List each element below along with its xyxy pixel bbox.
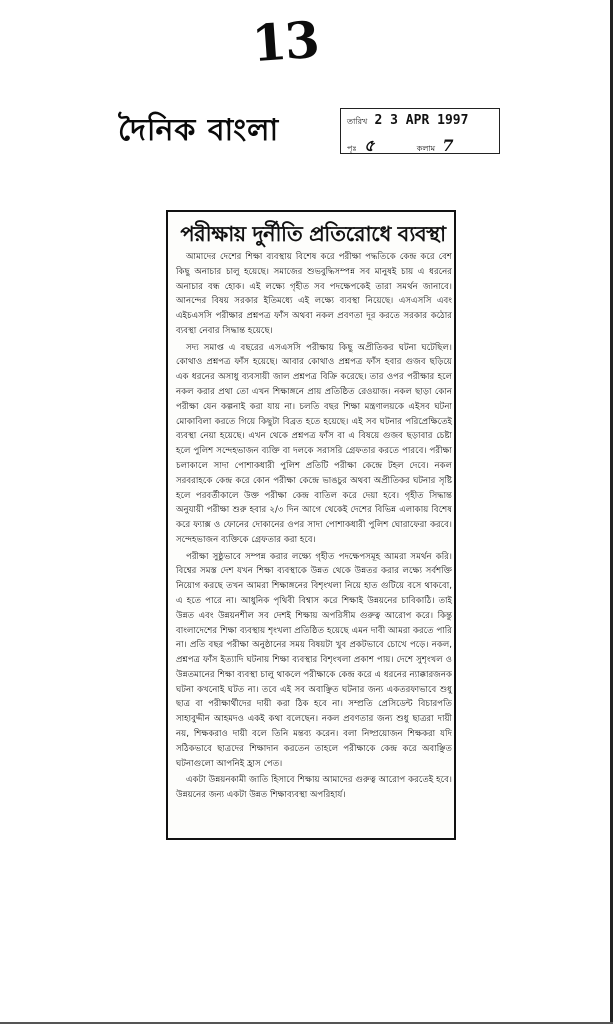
stamp-date-value: 2 3 APR 1997 xyxy=(374,113,469,128)
stamp-date-label: তারিখ xyxy=(347,117,368,126)
stamp-column-value: 7 xyxy=(442,136,454,155)
stamp-date-row xyxy=(347,113,468,129)
article-paragraph: একটা উন্নয়নকামী জাতি হিসাবে শিক্ষায় আমাদের গুরুত্ব আরোপ করতেই হবে। উন্নয়নের জন্য একটা উন্নত শিক্ষাব্যবস্থা অপরিহার্য। xyxy=(176,775,452,801)
stamp-page-value: ৫ xyxy=(363,136,375,155)
handwritten-page-number: 13 xyxy=(250,9,320,74)
article-headline: পরীক্ষায় দুর্নীতি প্রতিরোধে ব্যবস্থা xyxy=(180,221,446,246)
article-paragraph: আমাদের দেশের শিক্ষা ব্যবস্থায় বিশেষ করে পরীক্ষা পদ্ধতিকে কেন্দ্র করে বেশ কিছু অনাচার চালু হয়েছে। সমাজের শুভবুদ্ধিসম্পন্ন সব মানুষই চায় এ ধরনের অনাচার বন্ধ হোক। এই লক্ষ্যে গৃহীত সব পদক্ষেপকেই তারা সমর্থন জানাবে। আনন্দের বিষয় সরকার ইতিমধ্যে এই লক্ষ্যে ব্যবস্থা নিয়েছে। এসএসসি এবং এইচএসসি পরীক্ষার প্রশ্নপত্র ফাঁস অথবা নকল প্রবণতা দূর করতে সরকার কঠোর ব্যবস্থা নেবার সিদ্ধান্ত হয়েছে। xyxy=(176,252,452,336)
stamp-page-label: পৃঃ xyxy=(347,144,357,153)
article-paragraph: পরীক্ষা সুষ্ঠুভাবে সম্পন্ন করার লক্ষ্যে গৃহীত পদক্ষেপসমূহ আমরা সমর্থন করি। বিশ্বের সমস্ত দেশ যখন শিক্ষা ব্যবস্থাকে উন্নত থেকে উন্নতর করার লক্ষ্যে সর্বশক্তি নিয়োগ করছে তখন আমরা শিক্ষাঙ্গনের বিশৃংখলা নিয়ে হাত গুটিয়ে বসে থাকবো, এ হতে পারে না। আধুনিক পৃথিবী বিশ্বাস করে শিক্ষাই উন্নয়নের চাবিকাঠি। তাই উন্নত এবং উন্নয়নশীল সব দেশই শিক্ষায় অপরিসীম গুরুত্ব আরোপ করে। কিন্তু বাংলাদেশের শিক্ষা ব্যবস্থায় শৃংখলা প্রতিষ্ঠিত হয়েছে এমন দাবী আমরা করতে পারি না। প্রতি বছর পরীক্ষা অনুষ্ঠানের সময় বিষয়টা খুব প্রকটভাবে চোখে পড়ে। নকল, প্রশ্নপত্র ফাঁস ইত্যাদি ঘটনায় শিক্ষা ব্যবস্থার বিশৃংখলা প্রকাশ পায়। দেশে সুশৃংখল ও উন্নতমানের শিক্ষা ব্যবস্থা চালু থাকলে পরীক্ষাকে কেন্দ্র করে এ ধরনের ন্যাক্কারজনক ঘটনা কখনোই ঘটত না। তবে এই সব অবাঞ্ছিত ঘটনার জন্য একতরফাভাবে শুধু ছাত্র বা পরীক্ষার্থীদের দায়ী করা ঠিক হবে না। সম্প্রতি প্রেসিডেন্ট বিচারপতি সাহাবুদ্দীন আহমদও একই কথা বলেছেন। নকল প্রবণতার জন্য শুধু ছাত্ররা দায়ী নয়, শিক্ষকরাও দায়ী বলে তিনি মন্তব্য করেন। বলা নিষ্প্রয়োজন শিক্ষকরা যদি সঠিকভাবে ছাত্রদের শিক্ষাদান করতেন তাহলে পরীক্ষাকে কেন্দ্র করে অবাঞ্ছিত ঘটনাগুলো আপনিই হ্রাস পেত। xyxy=(176,551,452,769)
newspaper-clipping xyxy=(166,210,456,840)
date-stamp xyxy=(340,108,500,154)
stamp-column-label: কলাম xyxy=(416,144,436,153)
article-body xyxy=(176,250,452,805)
article-paragraph: সদ্য সমাপ্ত এ বছরের এসএসসি পরীক্ষায় কিছু অপ্রীতিকর ঘটনা ঘটেছিল। কোথাও প্রশ্নপত্র ফাঁস হয়েছে। আবার কোথাও প্রশ্নপত্র ফাঁস হবার গুজব ছড়িয়ে এক ধরনের অসাধু ব্যবসায়ী জাল প্রশ্নপত্র বিক্রি করেছে। তার ওপর পরীক্ষার হলে নকল করার প্রথা তো এখন শিক্ষাঙ্গনে প্রায় প্রতিষ্ঠিত রেওয়াজ। নকল ছাড়া কোন পরীক্ষা যেন কল্পনাই করা যায় না। চলতি বছর শিক্ষা মন্ত্রণালয়কে এইসব ঘটনা মোকাবিলা করতে গিয়ে কিছুটা বিব্রত হতে হয়েছে। এই সব ঘটনার পরিপ্রেক্ষিতেই ব্যবস্থা নেয়া হয়েছে। এখন থেকে প্রশ্নপত্র ফাঁস বা এ বিষয়ে গুজব ছড়াবার চেষ্টা হলে পুলিশ সন্দেহভাজন ব্যক্তি বা দলকে সরাসরি গ্রেফতার করতে পারবে। পরীক্ষা চলাকালে সাদা পোশাকধারী পুলিশ প্রতিটি পরীক্ষা কেন্দ্রে টহল দেবে। নকল সরবরাহকে কেন্দ্র করে কোন পরীক্ষা কেন্দ্রে ভাঙচুর অথবা অপ্রীতিকর ঘটনার সৃষ্টি হলে পরবর্তীকালে উক্ত পরীক্ষা কেন্দ্র বাতিল করে দেয়া হবে। গৃহীত সিদ্ধান্ত অনুযায়ী পরীক্ষা শুরু হবার ২/৩ দিন আগে থেকেই দেশের বিভিন্ন এলাকায় বিশেষ করে ফ্যাক্স ও ফোনের দোকানের ওপর সাদা পোশাকধারী পুলিশ ঘোরাফেরা করবে। সন্দেহভাজন ব্যক্তিকে গ্রেফতার করা হবে। xyxy=(176,342,452,545)
stamp-page-row xyxy=(347,133,454,160)
newspaper-masthead: দৈনিক বাংলা xyxy=(118,113,280,148)
